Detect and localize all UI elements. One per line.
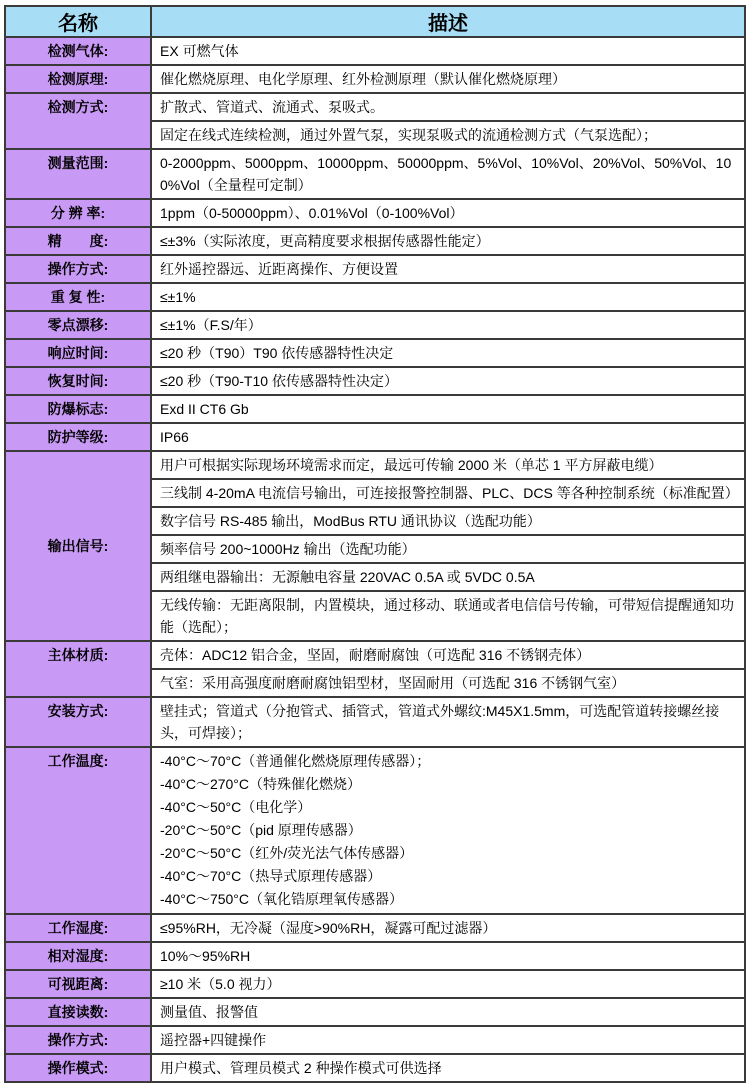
spec-desc-cell: 两组继电器输出：无源触电容量 220VAC 0.5A 或 5VDC 0.5A — [151, 563, 745, 591]
spec-row — [5, 697, 745, 747]
spec-row — [5, 395, 745, 423]
spec-label-text: 操作模式: — [8, 1058, 148, 1078]
spec-label-cell — [5, 65, 151, 93]
spec-desc-cell: 气室：采用高强度耐磨耐腐蚀铝型材，坚固耐用（可选配 316 不锈钢气室） — [151, 669, 745, 697]
spec-row — [5, 641, 745, 669]
spec-desc-cell: ≤±1%（F.S/年） — [151, 311, 745, 339]
spec-label-cell — [5, 1054, 151, 1082]
spec-label-cell — [5, 283, 151, 311]
spec-desc-cell: ≤20 秒（T90-T10 依传感器特性决定） — [151, 367, 745, 395]
spec-desc-cell: 用户模式、管理员模式 2 种操作模式可供选择 — [151, 1054, 745, 1082]
spec-label-cell — [5, 339, 151, 367]
spec-label-text: 精 度: — [8, 231, 148, 251]
spec-desc-cell: 10%～95%RH — [151, 942, 745, 970]
spec-label-text: 零点漂移: — [8, 315, 148, 335]
spec-label-text: 检测方式: — [8, 95, 148, 120]
spec-desc-cell: 壳体：ADC12 铝合金，坚固，耐磨耐腐蚀（可选配 316 不锈钢壳体） — [151, 641, 745, 669]
spec-row — [5, 914, 745, 942]
spec-desc-cell: Exd II CT6 Gb — [151, 395, 745, 423]
spec-label-cell — [5, 998, 151, 1026]
spec-table — [4, 5, 746, 1083]
spec-row — [5, 970, 745, 998]
spec-desc-cell: 测量值、报警值 — [151, 998, 745, 1026]
spec-row — [5, 311, 745, 339]
spec-desc-cell: 用户可根据实际现场环境需求而定，最远可传输 2000 米（单芯 1 平方屏蔽电缆） — [151, 451, 745, 479]
spec-row — [5, 93, 745, 121]
spec-label-text: 主体材质: — [8, 643, 148, 668]
spec-desc-cell: ≤±3%（实际浓度，更高精度要求根据传感器性能定） — [151, 227, 745, 255]
spec-row — [5, 1054, 745, 1082]
spec-row — [5, 942, 745, 970]
spec-label-cell — [5, 942, 151, 970]
spec-label-cell — [5, 641, 151, 697]
header-desc-label: 描述 — [151, 6, 745, 37]
spec-label-text: 防护等级: — [8, 427, 148, 447]
spec-label-text: 恢复时间: — [8, 371, 148, 391]
spec-label-text: 输出信号: — [8, 536, 148, 556]
spec-row — [5, 339, 745, 367]
spec-label-cell — [5, 697, 151, 747]
spec-label-cell — [5, 451, 151, 641]
spec-label-text: 工作温度: — [8, 749, 148, 774]
spec-label-text: 操作方式: — [8, 259, 148, 279]
spec-label-text: 安装方式: — [8, 699, 148, 724]
spec-label-cell — [5, 227, 151, 255]
spec-label-text: 测量范围: — [8, 151, 148, 176]
spec-label-cell — [5, 1026, 151, 1054]
spec-label-text: 可视距离: — [8, 974, 148, 994]
spec-desc-cell — [151, 747, 745, 914]
spec-desc-cell: 催化燃烧原理、电化学原理、红外检测原理（默认催化燃烧原理） — [151, 65, 745, 93]
spec-row — [5, 227, 745, 255]
spec-label-text: 重 复 性: — [8, 287, 148, 307]
spec-desc-cell: IP66 — [151, 423, 745, 451]
spec-header-row — [5, 6, 745, 37]
spec-row — [5, 199, 745, 227]
spec-label-cell — [5, 423, 151, 451]
spec-row — [5, 37, 745, 65]
spec-label-cell — [5, 747, 151, 914]
spec-label-cell — [5, 395, 151, 423]
spec-row — [5, 747, 745, 914]
spec-row — [5, 283, 745, 311]
spec-desc-cell: ≤±1% — [151, 283, 745, 311]
spec-row — [5, 65, 745, 93]
spec-row — [5, 423, 745, 451]
spec-label-cell — [5, 367, 151, 395]
spec-label-text: 直接读数: — [8, 1002, 148, 1022]
spec-desc-line: -40°C～50°C（电化学） — [160, 796, 736, 819]
spec-row — [5, 451, 745, 479]
spec-label-cell — [5, 199, 151, 227]
spec-desc-line: -40°C～750°C（氧化锆原理氧传感器） — [160, 888, 736, 911]
spec-label-text: 工作湿度: — [8, 918, 148, 938]
spec-desc-cell: 壁挂式；管道式（分抱管式、插管式，管道式外螺纹:M45X1.5mm，可选配管道转接螺丝接头，可焊接）； — [151, 697, 745, 747]
spec-label-cell — [5, 255, 151, 283]
spec-desc-cell: 1ppm（0-50000ppm）、0.01%Vol（0-100%Vol） — [151, 199, 745, 227]
spec-desc-cell: EX 可燃气体 — [151, 37, 745, 65]
spec-desc-cell: 固定在线式连续检测，通过外置气泵，实现泵吸式的流通检测方式（气泵选配）； — [151, 121, 745, 149]
spec-row — [5, 255, 745, 283]
spec-label-cell — [5, 311, 151, 339]
spec-desc-cell: 数字信号 RS-485 输出，ModBus RTU 通讯协议（选配功能） — [151, 507, 745, 535]
spec-table-body — [5, 37, 745, 1082]
spec-desc-cell: 0-2000ppm、5000ppm、10000ppm、50000ppm、5%Vol、10%Vol、20%Vol、50%Vol、100%Vol（全量程可定制） — [151, 149, 745, 199]
spec-label-cell — [5, 93, 151, 149]
spec-label-text: 操作方式: — [8, 1030, 148, 1050]
spec-label-cell — [5, 970, 151, 998]
spec-desc-cell: 遥控器+四键操作 — [151, 1026, 745, 1054]
spec-desc-cell: 红外遥控器远、近距离操作、方便设置 — [151, 255, 745, 283]
spec-desc-line: -40°C～70°C（热导式原理传感器） — [160, 865, 736, 888]
spec-label-cell — [5, 914, 151, 942]
spec-desc-line: -20°C～50°C（红外/荧光法气体传感器） — [160, 842, 736, 865]
spec-desc-cell: ≤20 秒（T90）T90 依传感器特性决定 — [151, 339, 745, 367]
spec-desc-line: -40°C～270°C（特殊催化燃烧） — [160, 773, 736, 796]
spec-desc-cell: 无线传输：无距离限制，内置模块，通过移动、联通或者电信信号传输，可带短信提醒通知功能（选配）； — [151, 591, 745, 641]
spec-label-text: 响应时间: — [8, 343, 148, 363]
spec-desc-cell: 扩散式、管道式、流通式、泵吸式。 — [151, 93, 745, 121]
spec-desc-cell: 三线制 4-20mA 电流信号输出，可连接报警控制器、PLC、DCS 等各种控制系统（标准配置） — [151, 479, 745, 507]
spec-label-cell — [5, 37, 151, 65]
spec-row — [5, 367, 745, 395]
spec-label-text: 分 辨 率: — [8, 203, 148, 223]
spec-row — [5, 1026, 745, 1054]
spec-row — [5, 998, 745, 1026]
spec-desc-cell: ≥10 米（5.0 视力） — [151, 970, 745, 998]
spec-desc-cell: ≤95%RH，无冷凝（湿度>90%RH，凝露可配过滤器） — [151, 914, 745, 942]
spec-label-text: 检测原理: — [8, 69, 148, 89]
spec-label-text: 防爆标志: — [8, 399, 148, 419]
spec-row — [5, 149, 745, 199]
spec-desc-cell: 频率信号 200~1000Hz 输出（选配功能） — [151, 535, 745, 563]
spec-label-cell — [5, 149, 151, 199]
header-name-label: 名称 — [5, 6, 151, 37]
spec-label-text: 检测气体: — [8, 41, 148, 61]
spec-desc-line: -40°C～70°C（普通催化燃烧原理传感器）； — [160, 750, 736, 773]
spec-desc-line: -20°C～50°C（pid 原理传感器） — [160, 819, 736, 842]
spec-label-text: 相对湿度: — [8, 946, 148, 966]
